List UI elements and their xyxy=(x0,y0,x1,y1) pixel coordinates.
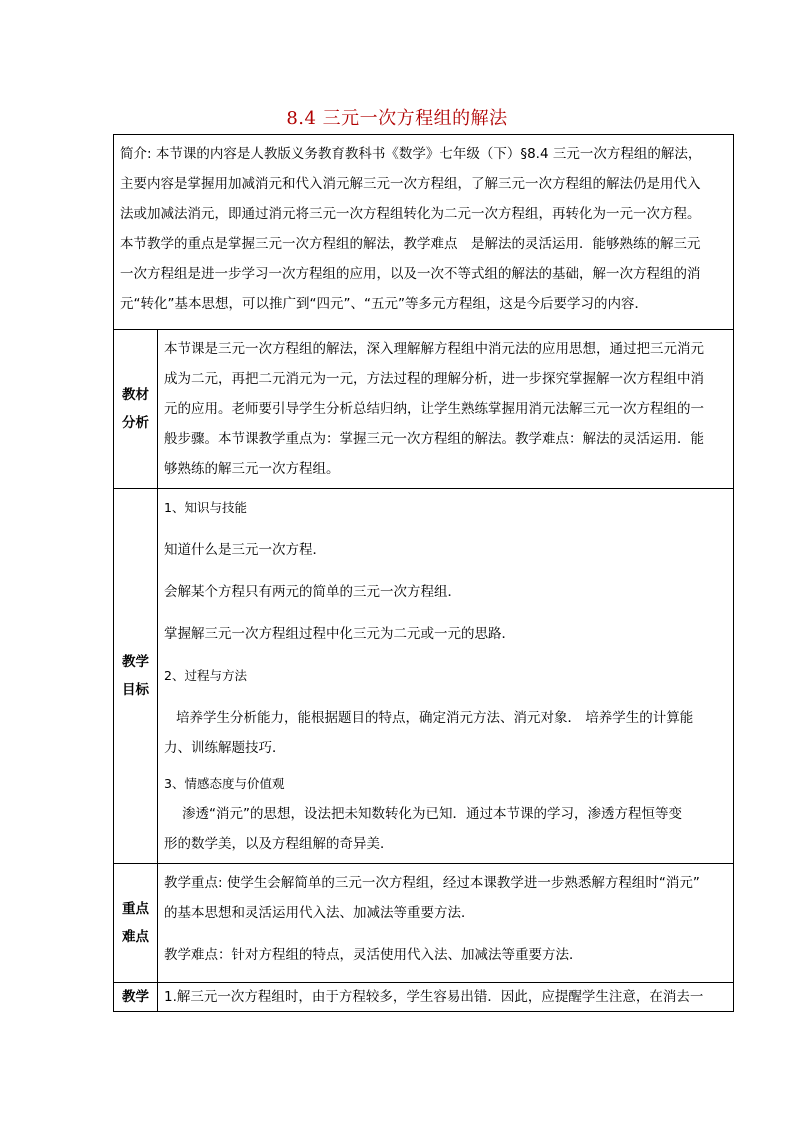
document-title: 8.4 三元一次方程组的解法 xyxy=(286,108,508,129)
label-line: 目标 xyxy=(122,682,149,698)
keypoint-line: 的基本思想和灵活运用代入法、加减法等重要方法． xyxy=(164,905,475,921)
teaching-goals-row xyxy=(114,489,734,864)
key-difficult-points-row xyxy=(114,864,734,983)
lesson-plan-table xyxy=(113,134,734,1012)
intro-line: 法或加减法消元，即通过消元将三元一次方程组转化为二元一次方程组，再转化为一元一次方程。 xyxy=(120,206,701,222)
goals-item: 会解某个方程只有两元的简单的三元一次方程组． xyxy=(164,584,461,600)
label-line: 重点 xyxy=(122,901,149,917)
key-difficult-points-content xyxy=(158,864,734,983)
goals-item: 知道什么是三元一次方程． xyxy=(164,542,326,558)
keypoint-line: 教学难点：针对方程组的特点，灵活使用代入法、加减法等重要方法． xyxy=(164,947,583,963)
material-analysis-row xyxy=(114,330,734,489)
goals-item: 培养学生分析能力，能根据题目的特点，确定消元方法、消元对象． 培养学生的计算能 xyxy=(176,710,694,726)
intro-line: 本节教学的重点是掌握三元一次方程组的解法，教学难点 是解法的灵活运用．能够熟练的解三元 xyxy=(120,236,701,252)
goals-item: 力、训练解题技巧． xyxy=(164,740,286,756)
goals-heading: 1、知识与技能 xyxy=(164,500,247,515)
intro-line: 主要内容是掌握用加减消元和代入消元解三元一次方程组，了解三元一次方程组的解法仍是用代入 xyxy=(120,176,701,192)
key-difficult-points-label xyxy=(114,864,158,983)
intro-line: 元“转化”基本思想，可以推广到“四元”、“五元”等多元方程组，这是今后要学习的内容． xyxy=(120,296,648,312)
goals-heading: 3、情感态度与价值观 xyxy=(164,776,285,791)
material-analysis-label xyxy=(114,330,158,489)
material-line: 成为二元，再把二元消元为一元，方法过程的理解分析，进一步探究掌握解一次方程组中消 xyxy=(164,371,704,387)
intro-line: 简介: 本节课的内容是人教版义务教育教科书《数学》七年级（下）§8.4 三元一次方程组的解法， xyxy=(120,146,702,162)
label-line: 教材 xyxy=(122,387,149,403)
intro-row xyxy=(114,135,734,330)
goals-item: 掌握解三元一次方程组过程中化三元为二元或一元的思路． xyxy=(164,626,515,642)
teaching-line: 1.解三元一次方程组时，由于方程较多，学生容易出错．因此，应提醒学生注意，在消去一 xyxy=(164,989,704,1005)
label-line: 教学 xyxy=(122,654,149,670)
material-analysis-content xyxy=(158,330,734,489)
material-line: 够熟练的解三元一次方程组。 xyxy=(164,461,340,477)
keypoint-line: 教学重点: 使学生会解简单的三元一次方程组，经过本课教学进一步熟悉解方程组时“消元” xyxy=(164,875,700,891)
material-line: 本节课是三元一次方程组的解法，深入理解解方程组中消元法的应用思想，通过把三元消元 xyxy=(164,341,704,357)
teaching-content xyxy=(158,983,734,1012)
intro-cell xyxy=(114,135,734,330)
teaching-goals-content xyxy=(158,489,734,864)
material-line: 元的应用。老师要引导学生分析总结归纳，让学生熟练掌握用消元法解三元一次方程组的一 xyxy=(164,401,704,417)
goals-item: 渗透“消元”的思想，设法把未知数转化为已知．通过本节课的学习，渗透方程恒等变 xyxy=(182,806,682,822)
material-line: 般步骤。本节课教学重点为：掌握三元一次方程组的解法。教学难点：解法的灵活运用．能 xyxy=(164,431,704,447)
teaching-label xyxy=(114,983,158,1012)
teaching-row xyxy=(114,983,734,1012)
intro-line: 一次方程组是进一步学习一次方程组的应用，以及一次不等式组的解法的基础，解一次方程组的消 xyxy=(120,266,701,282)
goals-heading: 2、过程与方法 xyxy=(164,668,247,683)
label-line: 教学 xyxy=(122,989,149,1005)
teaching-goals-label xyxy=(114,489,158,864)
goals-item: 形的数学美，以及方程组解的奇异美． xyxy=(164,836,394,852)
label-line: 分析 xyxy=(122,415,149,431)
label-line: 难点 xyxy=(122,929,149,945)
